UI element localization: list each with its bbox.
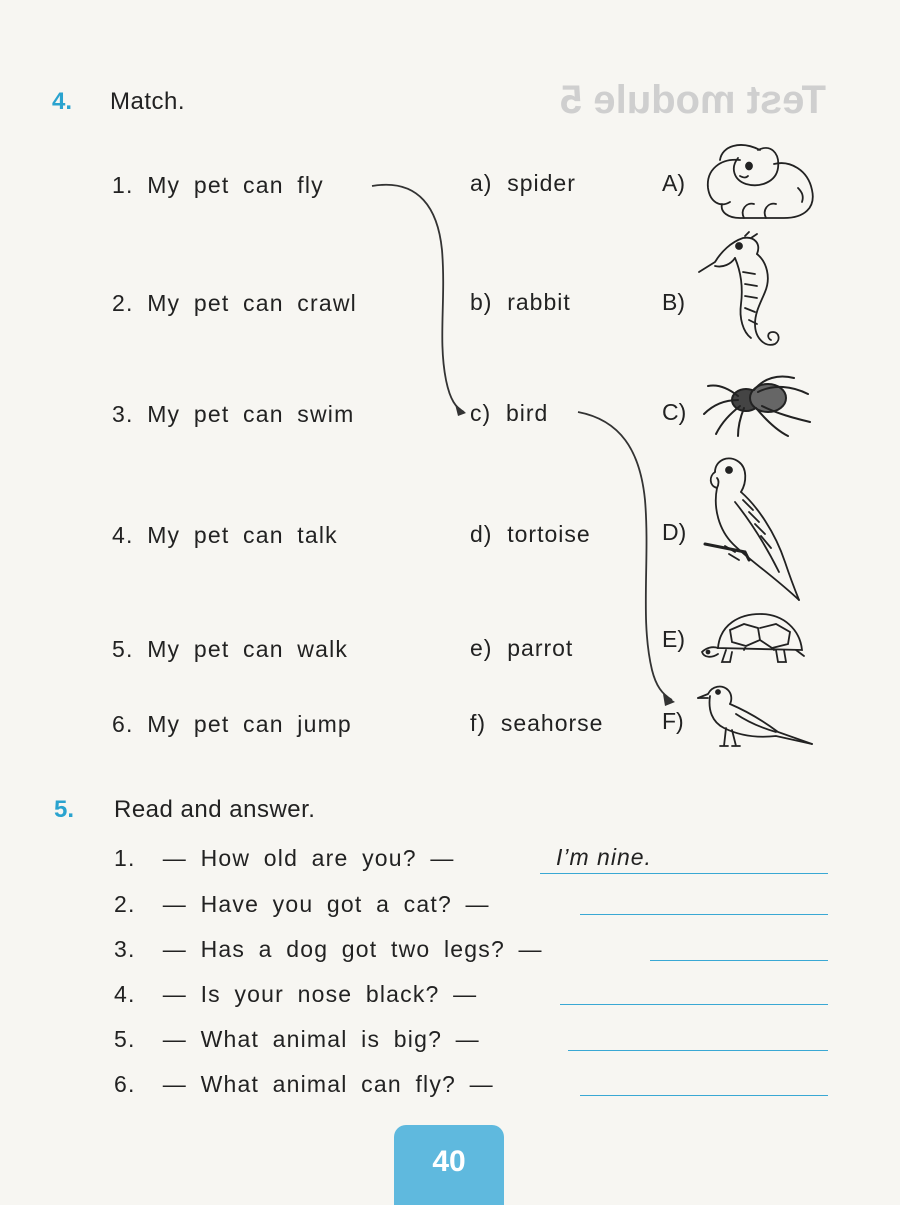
match-option-a: a) spider	[470, 170, 576, 196]
exercise-4-title: Match.	[110, 88, 186, 115]
question-5: 5. — What animal is big? —	[114, 1026, 480, 1052]
page-number: 40	[432, 1145, 466, 1178]
question-1: 1. — How old are you? —	[114, 845, 455, 871]
answer-line-5[interactable]	[568, 1050, 828, 1051]
question-2: 2. — Have you got a cat? —	[114, 891, 490, 917]
answer-line-6[interactable]	[580, 1095, 828, 1096]
match-option-f: f) seahorse	[470, 710, 604, 736]
bird-icon	[696, 680, 816, 760]
match-option-c: c) bird	[470, 400, 549, 426]
picture-label-a: A)	[662, 170, 685, 196]
match-option-b: b) rabbit	[470, 289, 571, 315]
seahorse-icon	[695, 232, 785, 362]
match-sentence-3: 3. My pet can swim	[112, 401, 355, 427]
picture-label-f: F)	[662, 708, 684, 734]
rabbit-icon	[700, 130, 820, 225]
answer-line-4[interactable]	[560, 1004, 828, 1005]
picture-label-d: D)	[662, 519, 687, 545]
show-through-text: Test module 5	[560, 78, 826, 122]
exercise-5-title: Read and answer.	[114, 796, 316, 823]
match-sentence-2: 2. My pet can crawl	[112, 290, 357, 316]
match-option-e: e) parrot	[470, 635, 574, 661]
match-option-d: d) tortoise	[470, 521, 591, 547]
spider-icon	[698, 370, 818, 440]
question-4: 4. — Is your nose black? —	[114, 981, 478, 1007]
question-3: 3. — Has a dog got two legs? —	[114, 936, 543, 962]
arrow-fly-to-bird	[372, 185, 464, 412]
answer-line-1[interactable]	[540, 873, 828, 874]
match-sentence-5: 5. My pet can walk	[112, 636, 349, 662]
question-6: 6. — What animal can fly? —	[114, 1071, 494, 1097]
picture-label-b: B)	[662, 289, 685, 315]
arrow-bird-to-f	[578, 412, 672, 700]
answer-line-2[interactable]	[580, 914, 828, 915]
arrowhead-f	[663, 694, 675, 706]
parrot-icon	[695, 452, 815, 602]
match-sentence-6: 6. My pet can jump	[112, 711, 352, 737]
picture-label-e: E)	[662, 626, 685, 652]
match-sentence-1: 1. My pet can fly	[112, 172, 324, 198]
picture-label-c: C)	[662, 399, 687, 425]
answer-1-text: I’m nine.	[556, 844, 652, 870]
exercise-4-number: 4.	[52, 88, 73, 115]
match-sentence-4: 4. My pet can talk	[112, 522, 338, 548]
tortoise-icon	[700, 610, 810, 670]
arrowhead-bird	[455, 404, 466, 416]
exercise-5-number: 5.	[54, 796, 75, 823]
page-number-tab	[394, 1125, 504, 1205]
answer-line-3[interactable]	[650, 960, 828, 961]
